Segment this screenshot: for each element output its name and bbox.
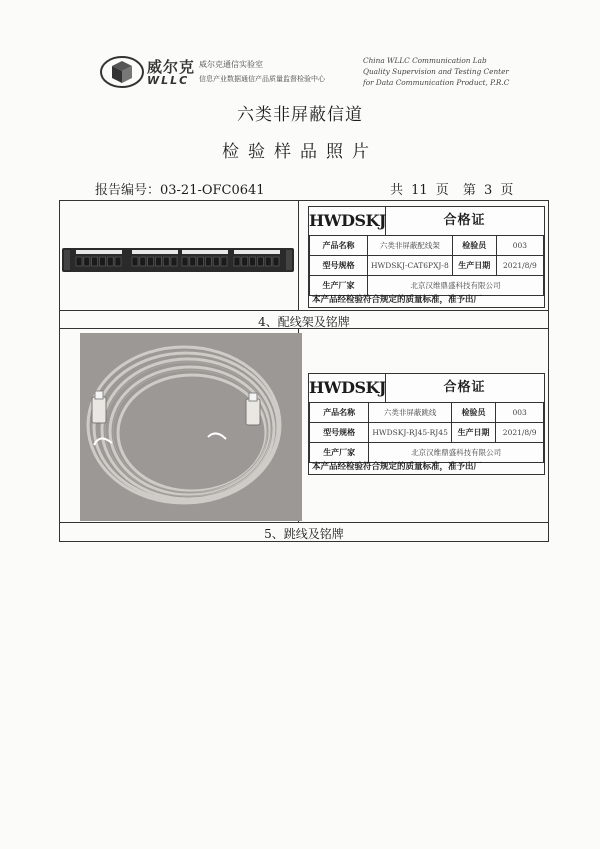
label-value: 六类非屏蔽配线架 xyxy=(367,236,452,256)
port-icon xyxy=(242,257,248,266)
label-key: 生产日期 xyxy=(451,423,495,443)
caption-sample-5: 5、跳线及铭牌 xyxy=(264,527,344,541)
label-row xyxy=(310,236,544,256)
port-icon xyxy=(76,257,82,266)
lab-name-cn: 威尔克通信实验室 xyxy=(199,60,263,69)
label-key: 检验员 xyxy=(452,236,496,256)
label-key: 生产厂家 xyxy=(310,443,369,463)
label-header xyxy=(309,207,544,236)
label-header xyxy=(309,374,544,403)
label-value: HWDSKJ-CAT6PXJ-8 xyxy=(367,256,452,276)
label-row xyxy=(310,256,544,276)
port-icon xyxy=(115,257,121,266)
row-divider xyxy=(60,522,548,523)
label-value: 六类非屏蔽跳线 xyxy=(369,403,451,423)
port-icon xyxy=(182,257,188,266)
current-page: 第 3 页 xyxy=(462,183,514,198)
port-icon xyxy=(132,257,138,266)
report-number: 报告编号：03-21-OFC0641 xyxy=(95,183,265,198)
label-table xyxy=(309,402,544,463)
port-icon xyxy=(163,257,169,266)
lab-en-line1: China WLLC Communication Lab xyxy=(363,56,487,65)
coiled-cable-photo xyxy=(80,333,302,521)
logo-en-text: WLLC xyxy=(147,74,190,87)
label-key: 产品名称 xyxy=(310,236,368,256)
brand-text: HWDSKJ xyxy=(309,374,386,402)
page-indicator xyxy=(390,179,527,198)
lab-center-cn: 信息产业数据通信产品质量监督检验中心 xyxy=(199,75,325,83)
certificate-label-panel xyxy=(308,206,545,308)
port-icon xyxy=(273,257,279,266)
port-icon xyxy=(234,257,240,266)
certificate-label-cable xyxy=(308,373,545,475)
column-divider xyxy=(298,201,299,310)
label-value: 北京汉维鼎盛科技有限公司 xyxy=(369,443,544,463)
label-value: HWDSKJ-RJ45-RJ45 xyxy=(369,423,451,443)
label-key: 产品名称 xyxy=(310,403,369,423)
row-divider xyxy=(60,310,548,311)
cube-logo-icon xyxy=(100,55,144,89)
label-note: 本产品经检验符合规定的质量标准，准予出厂 xyxy=(312,295,483,305)
label-key: 生产厂家 xyxy=(310,276,368,296)
label-key: 生产日期 xyxy=(452,256,496,276)
port-icon xyxy=(148,257,154,266)
port-icon xyxy=(221,257,227,266)
label-value: 2021/8/9 xyxy=(496,423,544,443)
port-icon xyxy=(257,257,263,266)
label-row xyxy=(310,423,544,443)
port-icon xyxy=(92,257,98,266)
lab-name-en xyxy=(363,55,509,88)
lab-en-line3: for Data Communication Product, P.R.C xyxy=(363,78,510,87)
label-row xyxy=(310,403,544,423)
label-key: 型号规格 xyxy=(310,256,368,276)
label-value: 北京汉维鼎盛科技有限公司 xyxy=(367,276,543,296)
label-value: 2021/8/9 xyxy=(496,256,543,276)
logo-cn-text: 威尔克 xyxy=(147,58,196,76)
cert-title: 合格证 xyxy=(443,213,486,228)
caption-sample-4: 4、配线架及铭牌 xyxy=(258,315,350,329)
photo-table xyxy=(59,200,549,542)
port-icon xyxy=(155,257,161,266)
label-note: 本产品经检验符合规定的质量标准，准予出厂 xyxy=(312,462,483,472)
letterhead xyxy=(100,55,510,89)
cert-title: 合格证 xyxy=(443,380,486,395)
port-icon xyxy=(84,257,90,266)
port-icon xyxy=(198,257,204,266)
lab-en-line2: Quality Supervision and Testing Center xyxy=(363,67,509,76)
label-table xyxy=(309,235,544,296)
brand-text: HWDSKJ xyxy=(309,207,386,235)
patch-panel-photo xyxy=(62,246,294,274)
port-icon xyxy=(265,257,271,266)
label-value: 003 xyxy=(496,403,544,423)
port-icon xyxy=(250,257,256,266)
port-icon xyxy=(213,257,219,266)
label-value: 003 xyxy=(496,236,543,256)
port-icon xyxy=(99,257,105,266)
port-icon xyxy=(107,257,113,266)
port-icon xyxy=(171,257,177,266)
label-key: 型号规格 xyxy=(310,423,369,443)
document-subtitle: 检验样品照片 xyxy=(222,142,378,162)
port-icon xyxy=(205,257,211,266)
document-title: 六类非屏蔽信道 xyxy=(237,105,363,125)
total-pages: 共 11 页 xyxy=(390,183,449,198)
port-icon xyxy=(140,257,146,266)
port-icon xyxy=(190,257,196,266)
label-key: 检验员 xyxy=(451,403,495,423)
